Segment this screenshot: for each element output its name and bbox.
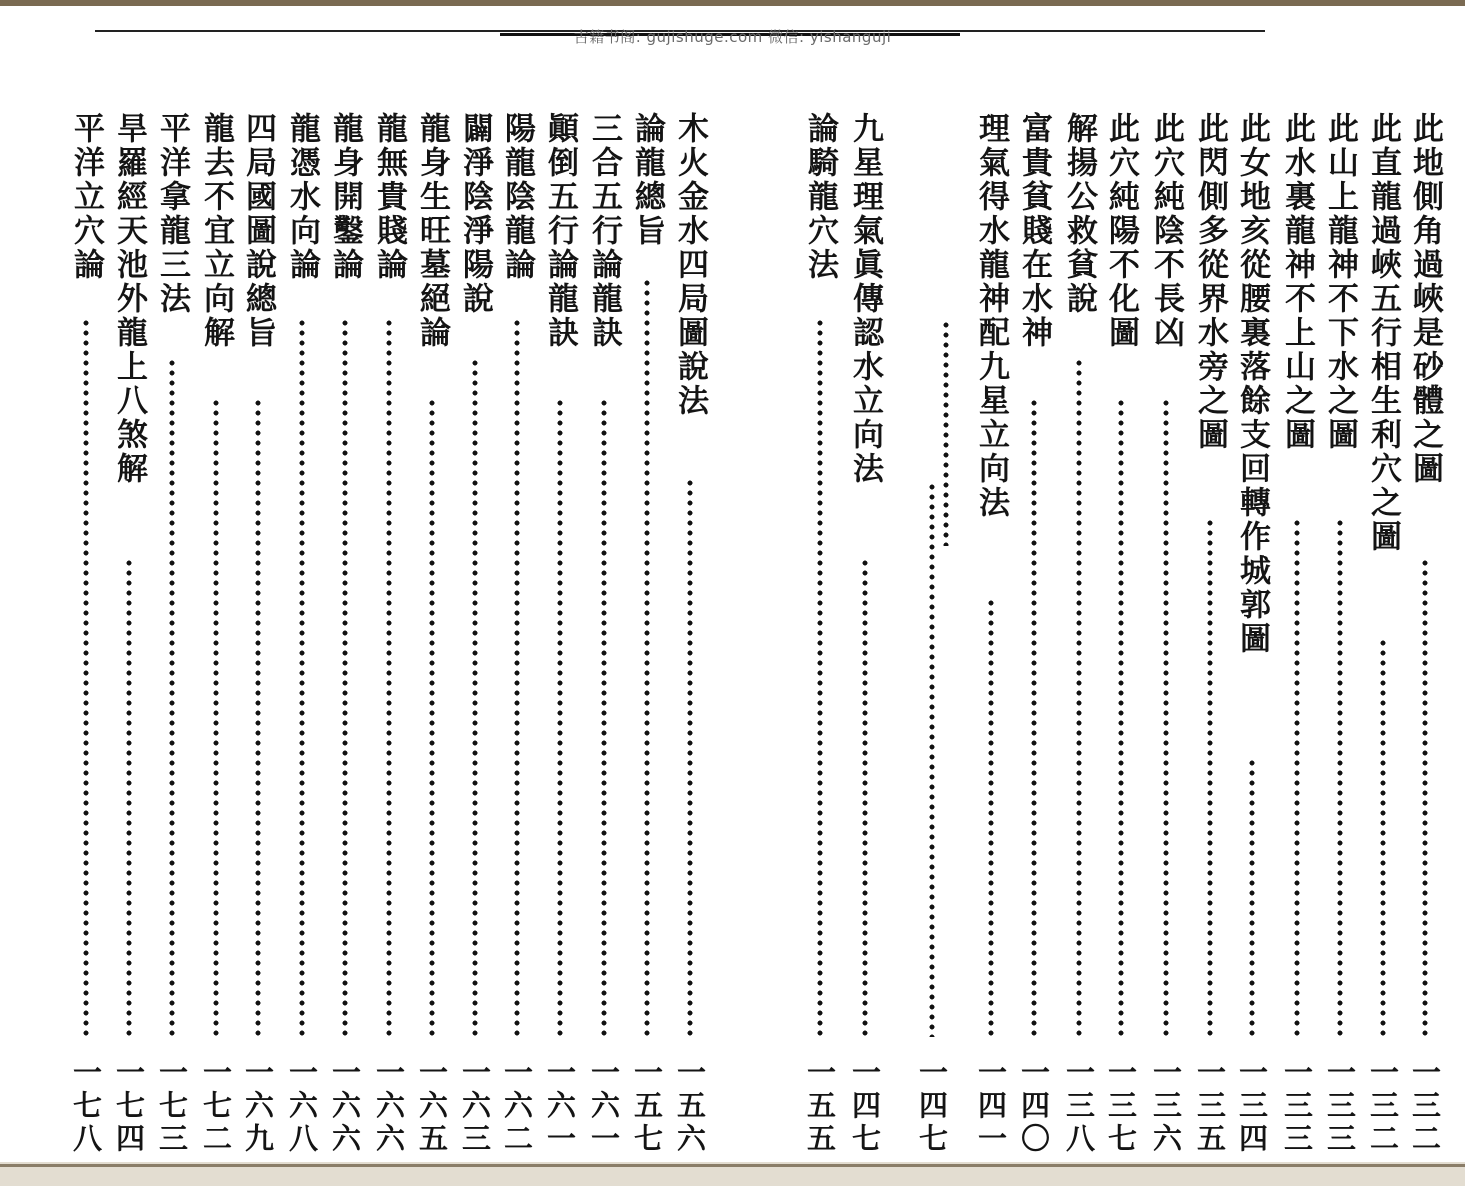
toc-entry-title: 此閃側多從界水旁之圖 [1192,112,1228,452]
leader-dots [687,478,693,1037]
toc-entry [1190,112,1230,1162]
toc-entry [196,112,236,1162]
toc-entry-title: 此水裏龍神不上山之圖 [1279,112,1315,452]
leader-dots [1076,358,1082,1037]
toc-entry [912,112,952,1162]
toc-entry-title: 龍無貴賤論 [371,112,407,282]
toc-entry-title: 此山上龍神不下水之圖 [1322,112,1358,452]
leader-dots [472,358,478,1037]
toc-entry [540,112,580,1162]
toc-entry-page-number: 一三四 [1235,1057,1269,1156]
toc-entry-page-number: 一五七 [630,1057,664,1156]
toc-entry [455,112,495,1162]
leader-dots [1031,398,1037,1037]
leader-dots [255,398,261,1037]
toc-entry-page-number: 一六六 [372,1057,406,1156]
toc-entry-page-number: 一四七 [915,1057,949,1156]
toc-entry-page-number: 一五六 [673,1057,707,1156]
watermark: 古籍书阁: gujishuge.com 微信: yishanguji [573,28,892,46]
toc-entry-title: 論騎龍穴法 [802,112,838,282]
toc-entry-title: 龍憑水向論 [284,112,320,282]
scan-bottom-line [0,1164,1465,1167]
toc-entry [66,112,106,1162]
toc-entry [238,112,278,1162]
toc-entry-title: 三合五行論龍訣 [586,112,622,350]
leader-dots [342,318,348,1037]
toc-entry [325,112,365,1162]
leader-dots [817,318,823,1037]
toc-entry-page-number: 一六六 [328,1057,362,1156]
leader-dots [213,398,219,1037]
toc-entry [800,112,840,1162]
toc-entry [971,112,1011,1162]
toc-entry-title: 顚倒五行論龍訣 [542,112,578,350]
toc-entry-page-number: 一三八 [1062,1057,1096,1156]
stray-leader-dots [943,320,949,546]
toc-entry-title: 平洋立穴論 [68,112,104,282]
leader-dots [1337,518,1343,1037]
toc-entry-title: 理氣得水龍神配九星立向法 [973,112,1009,520]
toc-entry-page-number: 一三三 [1280,1057,1314,1156]
toc-entry-page-number: 一七八 [69,1057,103,1156]
toc-entry [670,112,710,1162]
toc-entry-title: 平洋拿龍三法 [154,112,190,316]
toc-entry-page-number: 一四一 [974,1057,1008,1156]
toc-entry-page-number: 一六一 [587,1057,621,1156]
toc-entry-page-number: 一三二 [1408,1057,1442,1156]
toc-entry-title: 四局國圖說總旨 [240,112,276,350]
toc-entry-page-number: 一五五 [803,1057,837,1156]
toc-entry-page-number: 一七三 [155,1057,189,1156]
toc-entry [627,112,667,1162]
leader-dots [988,598,994,1037]
toc-entry [152,112,192,1162]
toc-entry-page-number: 一七四 [112,1057,146,1156]
toc-entry [282,112,322,1162]
toc-entry [497,112,537,1162]
leader-dots [1294,518,1300,1037]
toc-entry [369,112,409,1162]
toc-entry-page-number: 一四七 [848,1057,882,1156]
toc-entry [1014,112,1054,1162]
toc-entry-title: 此女地亥從腰裏落餘支回轉作城郭圖 [1234,112,1270,656]
leader-dots [169,358,175,1037]
toc-entry-title: 此穴純陰不長凶 [1148,112,1184,350]
toc-entry [1405,112,1445,1162]
toc-entry [845,112,885,1162]
toc-entry-title: 旱羅經天池外龍上八煞解 [111,112,147,486]
toc-entry-title: 龍去不宜立向解 [198,112,234,350]
leader-dots [862,558,868,1037]
toc-entry-title: 九星理氣眞傳認水立向法 [847,112,883,486]
leader-dots [299,318,305,1037]
leader-dots [1249,758,1255,1037]
toc-entry-page-number: 一六九 [241,1057,275,1156]
toc-entry-title: 此直龍過峽五行相生利穴之圖 [1365,112,1401,554]
toc-entry-page-number: 一三六 [1149,1057,1183,1156]
toc-entry [1320,112,1360,1162]
toc-entry-title: 此地側角過峽是砂體之圖 [1407,112,1443,486]
toc-entry-page-number: 一六二 [500,1057,534,1156]
toc-entry-page-number: 一六一 [543,1057,577,1156]
toc-entry-page-number: 一六五 [415,1057,449,1156]
leader-dots [1207,518,1213,1037]
leader-dots [83,318,89,1037]
leader-dots [1118,398,1124,1037]
toc-entry [1232,112,1272,1162]
toc-entry-title: 龍身生旺墓絕論 [414,112,450,350]
toc-entry-title: 闢淨陰淨陽說 [457,112,493,316]
toc-entry-page-number: 一三二 [1366,1057,1400,1156]
scan-top-border [0,0,1465,6]
toc-entry [1059,112,1099,1162]
toc-entry [1363,112,1403,1162]
toc-entry-title: 富貴貧賤在水神 [1016,112,1052,350]
leader-dots [386,318,392,1037]
toc-entry [1101,112,1141,1162]
leader-dots [601,398,607,1037]
toc-entry [412,112,452,1162]
toc-entry-page-number: 一三五 [1193,1057,1227,1156]
toc-entry-page-number: 一七二 [199,1057,233,1156]
toc-entry-title: 論龍總旨 [629,112,665,248]
toc-entry-title: 龍身開鑿論 [327,112,363,282]
leader-dots [557,398,563,1037]
toc-entry-title: 解揚公救貧說 [1061,112,1097,316]
toc-entry [1146,112,1186,1162]
toc-entry [584,112,624,1162]
toc-entry-page-number: 一六三 [458,1057,492,1156]
leader-dots [644,278,650,1037]
leader-dots [1380,638,1386,1037]
leader-dots [929,482,935,1037]
leader-dots [1163,398,1169,1037]
toc-entry-title: 陽龍陰龍論 [499,112,535,282]
leader-dots [126,558,132,1037]
toc-entry-page-number: 一六八 [285,1057,319,1156]
toc-entry-title: 此穴純陽不化圖 [1103,112,1139,350]
toc-entry-page-number: 一三七 [1104,1057,1138,1156]
toc-entry-title: 木火金水四局圖說法 [672,112,708,418]
toc-entry [1277,112,1317,1162]
leader-dots [1422,558,1428,1037]
leader-dots [514,318,520,1037]
toc-entry [109,112,149,1162]
toc-entry-page-number: 一四〇 [1017,1057,1051,1156]
leader-dots [429,398,435,1037]
toc-entry-page-number: 一三三 [1323,1057,1357,1156]
